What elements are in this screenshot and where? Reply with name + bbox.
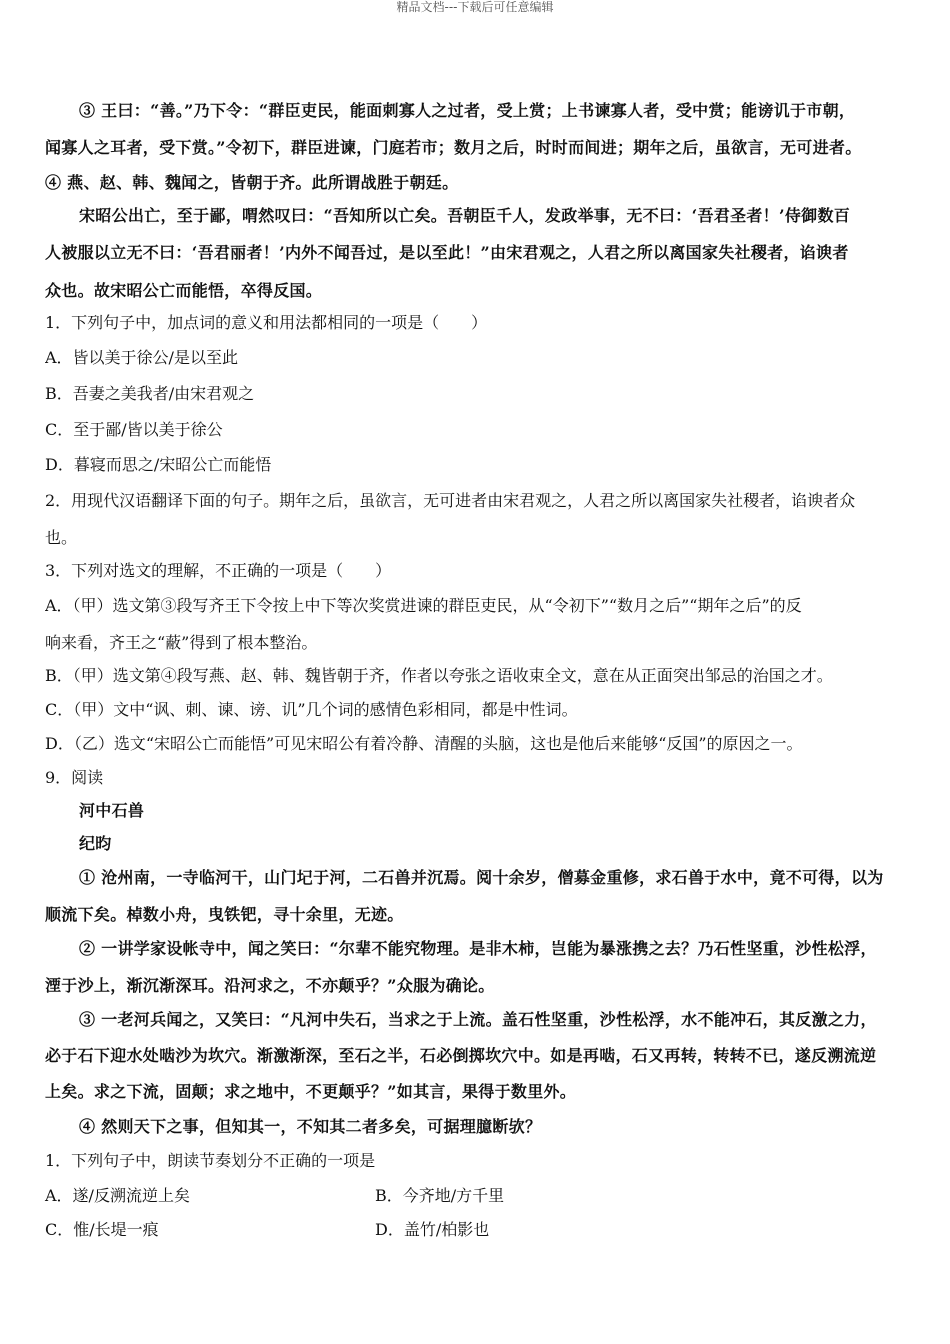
passage-c-p3-line3: 上矣。求之下流，固颠；求之地中，不更颠乎？”如其言，果得于数里外。 xyxy=(45,1082,577,1101)
q1-option-b: B．吾妻之美我者/由宋君观之 xyxy=(45,384,255,403)
passage-c-p2-line2: 湮于沙上，渐沉渐深耳。沿河求之，不亦颠乎？”众服为确论。 xyxy=(45,976,495,995)
passage-b-line2: 人被服以立无不曰：‘吾君丽者！’内外不闻吾过，是以至此！”由宋君观之，人君之所以离国家失社稷者，谄谀者 xyxy=(45,243,849,262)
passage-a-p4-line: ④ 燕、赵、韩、魏闻之，皆朝于齐。此所谓战胜于朝廷。 xyxy=(45,173,459,192)
q3-option-c: C．（甲）文中“讽、刺、谏、谤、讥”几个词的感情色彩相同，都是中性词。 xyxy=(45,700,578,719)
q9-1-option-a: A．遂/反溯流逆上矣 xyxy=(45,1186,190,1205)
q9-1-options-row2 xyxy=(45,1219,905,1241)
q1-stem: 1．下列句子中，加点词的意义和用法都相同的一项是（ ） xyxy=(45,313,488,332)
q3-option-b: B．（甲）选文第④段写燕、赵、韩、魏皆朝于齐，作者以夸张之语收束全文，意在从正面突出邹忌的治国之才。 xyxy=(45,666,833,685)
q3-stem: 3．下列对选文的理解，不正确的一项是（ ） xyxy=(45,561,392,580)
q9-1-option-d: D．盖竹/柏影也 xyxy=(375,1220,490,1239)
q3-option-d: D．（乙）选文“宋昭公亡而能悟”可见宋昭公有着冷静、清醒的头脑，这也是他后来能够“反国”的原因之一。 xyxy=(45,734,803,753)
passage-c-p1-line2: 顺流下矣。棹数小舟，曳铁钯，寻十余里，无迹。 xyxy=(45,905,404,924)
passage-a-p3-line1: ③ 王曰：“善。”乃下令：“群臣吏民，能面刺寡人之过者，受上赏；上书谏寡人者，受中赏；能谤讥于市朝， xyxy=(79,101,856,120)
q1-option-a: A．皆以美于徐公/是以至此 xyxy=(45,348,238,367)
passage-author: 纪昀 xyxy=(79,834,112,853)
q2-line1: 2．用现代汉语翻译下面的句子。期年之后，虽欲言，无可进者由宋君观之，人君之所以离国家失社稷者，谄谀者众 xyxy=(45,491,856,510)
passage-c-p4-line: ④ 然则天下之事，但知其一，不知其二者多矣，可据理臆断欤？ xyxy=(79,1117,542,1136)
q2-line2: 也。 xyxy=(45,528,78,547)
passage-b-line3: 众也。故宋昭公亡而能悟，卒得反国。 xyxy=(45,281,323,300)
q9-1-stem: 1．下列句子中，朗读节奏划分不正确的一项是 xyxy=(45,1151,376,1170)
passage-b-line1: 宋昭公出亡，至于鄙，喟然叹曰：“吾知所以亡矣。吾朝臣千人，发政举事，无不曰：‘吾君圣者！’侍御数百 xyxy=(79,206,851,225)
q3-option-a-line2: 响来看，齐王之“蔽”得到了根本整治。 xyxy=(45,633,318,652)
q9-label: 9．阅读 xyxy=(45,768,104,787)
q1-option-c: C．至于鄙/皆以美于徐公 xyxy=(45,420,223,439)
q3-option-a-line1: A．（甲）选文第③段写齐王下令按上中下等次奖赏进谏的群臣吏民，从“令初下”“数月之后”“期年之后”的反 xyxy=(45,596,802,615)
passage-title: 河中石兽 xyxy=(79,801,145,820)
q9-1-option-c: C．惟/长堤一痕 xyxy=(45,1220,159,1239)
q9-1-options-row1 xyxy=(45,1185,905,1207)
q1-option-d: D．暮寝而思之/宋昭公亡而能悟 xyxy=(45,455,272,474)
passage-c-p1-line1: ① 沧州南，一寺临河干，山门圮于河，二石兽并沉焉。阅十余岁，僧募金重修，求石兽于水中，竟不可得，以为 xyxy=(79,868,884,887)
passage-a-p3-line2: 闻寡人之耳者，受下赏。”令初下，群臣进谏，门庭若市；数月之后，时时而间进；期年之后，虽欲言，无可进者。 xyxy=(45,138,862,157)
passage-c-p3-line1: ③ 一老河兵闻之，又笑曰：“凡河中失石，当求之于上流。盖石性坚重，沙性松浮，水不能冲石，其反激之力， xyxy=(79,1010,877,1029)
page-header-watermark: 精品文档---下载后可任意编辑 xyxy=(396,0,554,14)
passage-c-p3-line2: 必于石下迎水处啮沙为坎穴。渐激渐深，至石之半，石必倒掷坎穴中。如是再啮，石又再转，转转不已，遂反溯流逆 xyxy=(45,1046,877,1065)
passage-c-p2-line1: ② 一讲学家设帐寺中，闻之笑曰：“尔辈不能究物理。是非木柿，岂能为暴涨携之去？乃石性坚重，沙性松浮， xyxy=(79,939,877,958)
q9-1-option-b: B．今齐地/方千里 xyxy=(375,1186,505,1205)
